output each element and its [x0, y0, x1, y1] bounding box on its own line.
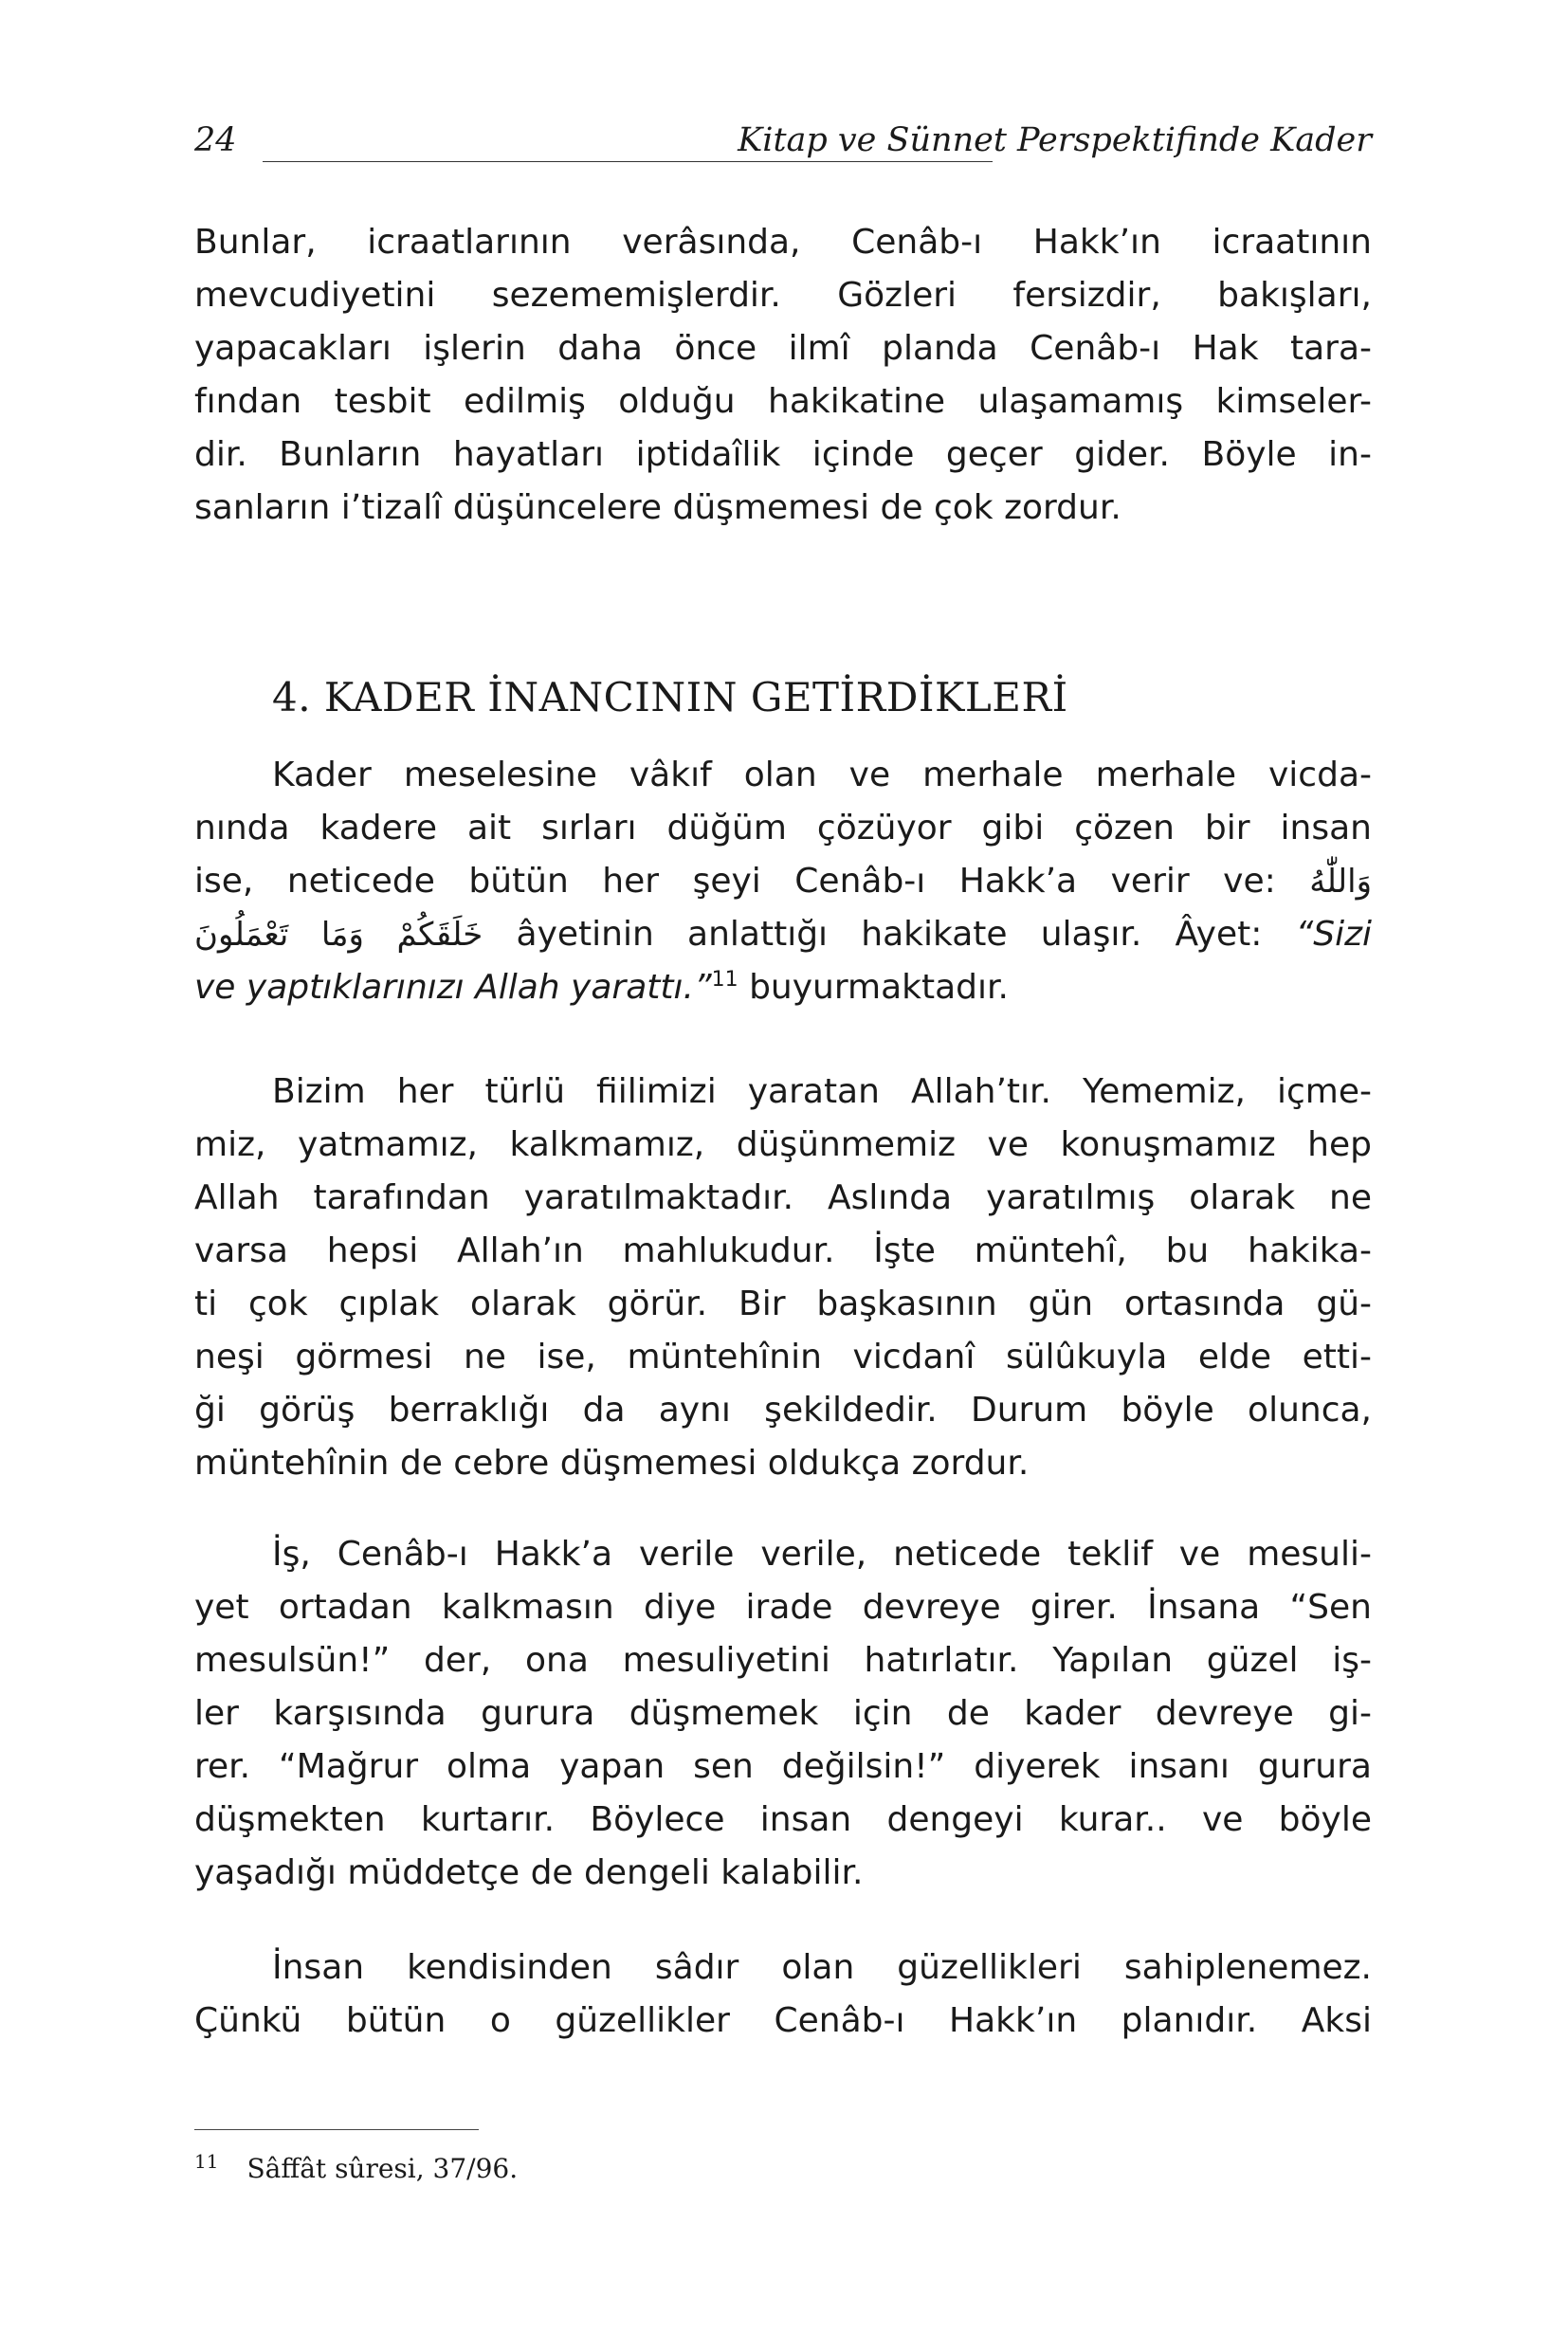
- page-header: [194, 116, 1372, 165]
- text-line: [194, 855, 1372, 908]
- text-line: fından tesbit edilmiş olduğu hakikatine ulaşamamış kimseler-: [194, 382, 1372, 421]
- footnote: [194, 2150, 518, 2188]
- text-line: Bizim her türlü fiilimizi yaratan Allah’tır. Yememiz, içme-: [272, 1072, 1372, 1111]
- text-line: varsa hepsi Allah’ın mahlukudur. İşte müntehî, bu hakika-: [194, 1231, 1372, 1270]
- text-line: nında kadere ait sırları düğüm çözüyor gibi çözen bir insan: [194, 809, 1372, 847]
- paragraph-3: [194, 1066, 1372, 1490]
- text-segment: ise, neticede bütün her şeyi Cenâb-ı Hakk’a verir ve:: [194, 862, 1276, 901]
- text-line: İş, Cenâb-ı Hakk’a verile verile, neticede teklif ve mesuli-: [272, 1535, 1372, 1574]
- footnote-text: Sâffât sûresi, 37/96.: [246, 2153, 519, 2184]
- text-line: [194, 908, 1372, 961]
- footnote-number: 11: [194, 2149, 219, 2173]
- paragraph-5: [194, 1941, 1372, 2048]
- arabic-verse: خَلَقَكُمْ وَمَا تَعْمَلُونَ: [194, 916, 483, 954]
- text-line: müntehînin de cebre düşmemesi oldukça zordur.: [194, 1444, 1030, 1483]
- text-segment: buyurmaktadır.: [749, 968, 1009, 1007]
- footnote-rule: [194, 2129, 479, 2130]
- verse-quote: ve yaptıklarınızı Allah yarattı.”: [194, 968, 712, 1007]
- text-line: yet ortadan kalkmasın diye irade devreye girer. İnsana “Sen: [194, 1588, 1372, 1627]
- text-line: ler karşısında gurura düşmemek için de kader devreye gi-: [194, 1694, 1372, 1733]
- section-heading: 4. KADER İNANCININ GETİRDİKLERİ: [272, 674, 1068, 720]
- text-line: neşi görmesi ne ise, müntehînin vicdanî sülûkuyla elde etti-: [194, 1338, 1372, 1376]
- footnote-reference: 11: [711, 968, 738, 992]
- verse-quote-start: “Sizi: [1295, 915, 1373, 954]
- text-line: ği görüş berraklığı da aynı şekildedir. Durum böyle olunca,: [194, 1391, 1372, 1430]
- arabic-verse-start: وَاللّٰهُ: [1309, 863, 1372, 901]
- text-line: miz, yatmamız, kalkmamız, düşünmemiz ve konuşmamız hep: [194, 1125, 1372, 1164]
- paragraph-1: [194, 216, 1372, 535]
- text-line: yaşadığı müddetçe de dengeli kalabilir.: [194, 1853, 864, 1892]
- text-line: ti çok çıplak olarak görür. Bir başkasının gün ortasında gü-: [194, 1285, 1372, 1323]
- text-line: sanların i’tizalî düşüncelere düşmemesi de çok zordur.: [194, 488, 1121, 527]
- text-line: düşmekten kurtarır. Böylece insan dengeyi kurar.. ve böyle: [194, 1800, 1372, 1839]
- paragraph-4: [194, 1528, 1372, 1900]
- text-line: Çünkü bütün o güzellikler Cenâb-ı Hakk’ın planıdır. Aksi: [194, 2001, 1372, 2040]
- paragraph-2: [194, 749, 1372, 1014]
- text-line: Bunlar, icraatlarının verâsında, Cenâb-ı Hakk’ın icraatının: [194, 223, 1372, 262]
- text-line: rer. “Mağrur olma yapan sen değilsin!” diyerek insanı gurura: [194, 1747, 1372, 1786]
- text-line: [194, 961, 1372, 1014]
- text-line: Kader meselesine vâkıf olan ve merhale merhale vicda-: [272, 756, 1372, 794]
- text-line: Allah tarafından yaratılmaktadır. Aslında yaratılmış olarak ne: [194, 1178, 1372, 1217]
- text-line: mevcudiyetini sezememişlerdir. Gözleri fersizdir, bakışları,: [194, 276, 1372, 315]
- text-line: mesulsün!” der, ona mesuliyetini hatırlatır. Yapılan güzel iş-: [194, 1641, 1372, 1680]
- text-line: dir. Bunların hayatları iptidaîlik içinde geçer gider. Böyle in-: [194, 435, 1372, 474]
- page-number: 24: [194, 121, 237, 159]
- text-line: yapacakları işlerin daha önce ilmî planda Cenâb-ı Hak tara-: [194, 329, 1372, 368]
- running-title: Kitap ve Sünnet Perspektifinde Kader: [738, 121, 1372, 159]
- text-line: İnsan kendisinden sâdır olan güzellikleri sahiplenemez.: [272, 1948, 1372, 1987]
- text-segment: âyetinin anlattığı hakikate ulaşır. Âyet:: [516, 915, 1263, 954]
